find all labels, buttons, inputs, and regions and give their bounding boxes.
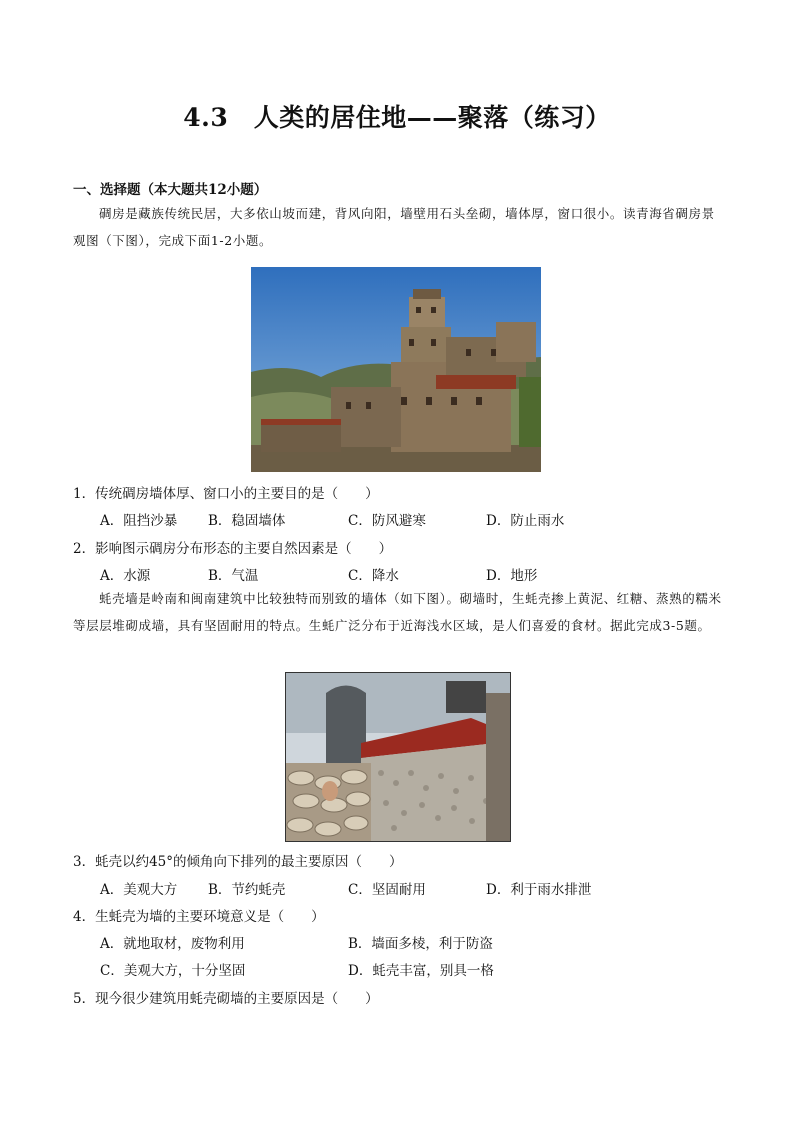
q4-option-c[interactable]: C．美观大方，十分坚固	[100, 963, 246, 979]
question-4-options-row2	[100, 959, 720, 979]
page-title: 4.3 人类的居住地——聚落（练习）	[183, 103, 611, 132]
q2-option-b[interactable]: B．气温	[208, 568, 259, 584]
q1-option-c[interactable]: C．防风避寒	[348, 513, 426, 529]
q1-option-d[interactable]: D．防止雨水	[486, 513, 565, 529]
question-2-options	[100, 564, 720, 584]
passage-oyster-wall: 蚝壳墙是岭南和闽南建筑中比较独特而别致的墙体（如下图）。砌墙时，生蚝壳掺上黄泥、红糖、蒸熟的糯米等层层堆砌成墙，具有坚固耐用的特点。生蚝广泛分布于近海浅水区域，是人们喜爱的食材。据此完成3-5题。	[73, 591, 722, 633]
q2-option-d[interactable]: D．地形	[486, 568, 538, 584]
q4-option-d[interactable]: D．蚝壳丰富，别具一格	[348, 963, 494, 979]
oyster-wall-photo	[285, 672, 511, 842]
q3-option-c[interactable]: C．坚固耐用	[348, 882, 426, 898]
q3-option-d[interactable]: D．利于雨水排泄	[486, 882, 592, 898]
q1-option-b[interactable]: B．稳固墙体	[208, 513, 286, 529]
q3-option-b[interactable]: B．节约蚝壳	[208, 882, 286, 898]
question-5-stem: 5．现今很少建筑用蚝壳砌墙的主要原因是（ ）	[73, 991, 379, 1007]
q3-option-a[interactable]: A．美观大方	[100, 882, 178, 898]
q4-option-b[interactable]: B．墙面多棱，利于防盗	[348, 936, 493, 952]
section-heading: 一、选择题（本大题共12小题）	[73, 182, 268, 198]
passage-diaofang: 碉房是藏族传统民居，大多依山坡而建，背风向阳，墙壁用石头垒砌，墙体厚，窗口很小。读青海省碉房景观图（下图），完成下面1-2小题。	[73, 206, 715, 248]
question-1-options	[100, 509, 720, 529]
q2-option-a[interactable]: A．水源	[100, 568, 151, 584]
question-3-options	[100, 878, 720, 898]
q4-option-a[interactable]: A．就地取材，废物利用	[100, 936, 245, 952]
question-3-stem: 3．蚝壳以约45°的倾角向下排列的最主要原因（ ）	[73, 854, 403, 870]
diaofang-photo	[251, 267, 541, 472]
question-2-stem: 2．影响图示碉房分布形态的主要自然因素是（ ）	[73, 541, 393, 557]
question-1-stem: 1．传统碉房墙体厚、窗口小的主要目的是（ ）	[73, 486, 379, 502]
question-4-stem: 4．生蚝壳为墙的主要环境意义是（ ）	[73, 909, 325, 925]
q1-option-a[interactable]: A．阻挡沙暴	[100, 513, 178, 529]
question-4-options-row1	[100, 932, 720, 952]
q2-option-c[interactable]: C．降水	[348, 568, 399, 584]
